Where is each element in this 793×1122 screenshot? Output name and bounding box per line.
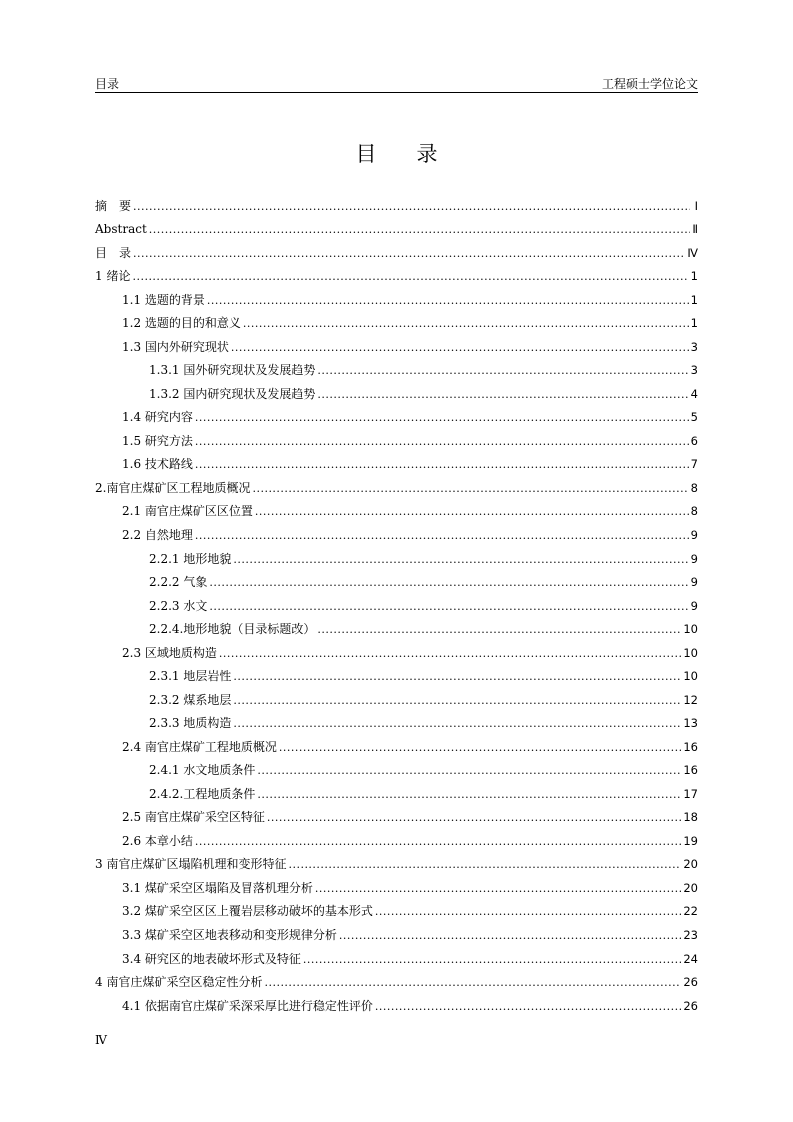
toc-entry-page: 10	[683, 645, 698, 660]
toc-entry-page: 10	[683, 622, 698, 637]
toc-entry-page: 18	[683, 810, 698, 825]
toc-entry-label: 2.4.2.工程地质条件	[149, 786, 256, 801]
toc-leader-dots	[255, 505, 689, 518]
toc-entry-page: Ⅳ	[687, 245, 698, 260]
toc-entry-page: 1	[690, 292, 698, 307]
toc-entry-label: 1.4 研究内容	[122, 410, 193, 425]
toc-entry-label: 3.4 研究区的地表破坏形式及特征	[122, 951, 301, 966]
toc-entry-page: 16	[683, 739, 698, 754]
toc-entry-page: 7	[690, 457, 698, 472]
toc-entry[interactable]	[95, 448, 698, 472]
toc-entry-label: 1.1 选题的背景	[122, 292, 205, 307]
running-header-left: 目录	[95, 77, 120, 91]
toc-leader-dots	[317, 388, 688, 401]
toc-entry[interactable]	[95, 283, 698, 307]
page-title-char-2: 录	[416, 142, 438, 166]
toc-entry-label: 2.6 本章小结	[122, 833, 193, 848]
toc-entry[interactable]	[95, 589, 698, 613]
toc-entry[interactable]	[95, 636, 698, 660]
toc-entry[interactable]	[95, 989, 698, 1013]
toc-entry-page: 1	[690, 316, 698, 331]
toc-entry-page: 22	[683, 904, 698, 919]
toc-leader-dots	[133, 200, 690, 213]
toc-entry[interactable]	[95, 730, 698, 754]
toc-entry-page: 5	[690, 410, 698, 425]
toc-entry-page: 17	[683, 786, 698, 801]
toc-leader-dots	[375, 1000, 681, 1013]
toc-leader-dots	[219, 647, 681, 660]
toc-leader-dots	[288, 858, 681, 871]
toc-entry[interactable]	[95, 330, 698, 354]
toc-leader-dots	[257, 788, 681, 801]
toc-leader-dots	[317, 364, 688, 377]
toc-entry[interactable]	[95, 495, 698, 519]
toc-entry-label: 2.2 自然地理	[122, 527, 193, 542]
toc-entry-page: 6	[690, 433, 698, 448]
toc-entry-page: 20	[683, 857, 698, 872]
toc-entry[interactable]	[95, 566, 698, 590]
toc-leader-dots	[195, 835, 681, 848]
toc-entry-page: 1	[690, 269, 698, 284]
toc-leader-dots	[233, 694, 681, 707]
toc-entry-label: 3 南官庄煤矿区塌陷机理和变形特征	[95, 857, 287, 872]
toc-entry-label: 1.2 选题的目的和意义	[122, 316, 241, 331]
toc-leader-dots	[195, 435, 689, 448]
toc-entry-page: 16	[683, 763, 698, 778]
toc-leader-dots	[231, 341, 689, 354]
toc-leader-dots	[195, 411, 689, 424]
toc-leader-dots	[267, 811, 681, 824]
running-header-right: 工程硕士学位论文	[601, 77, 698, 91]
toc-entry[interactable]	[95, 707, 698, 731]
toc-leader-dots	[233, 553, 688, 566]
toc-entry-label: 2.4 南官庄煤矿工程地质概况	[122, 739, 277, 754]
toc-entry[interactable]	[95, 424, 698, 448]
toc-entry[interactable]	[95, 613, 698, 637]
toc-entry[interactable]	[95, 683, 698, 707]
toc-entry[interactable]	[95, 542, 698, 566]
toc-entry-label: 1.3 国内外研究现状	[122, 339, 229, 354]
toc-entry-page: 26	[683, 975, 698, 990]
page-number: Ⅳ	[95, 1033, 107, 1047]
toc-leader-dots	[279, 741, 681, 754]
toc-leader-dots	[133, 247, 685, 260]
toc-entry-page: 9	[690, 575, 698, 590]
toc-entry-page: 26	[683, 998, 698, 1013]
toc-entry[interactable]	[95, 518, 698, 542]
toc-leader-dots	[233, 717, 681, 730]
toc-entry-label: 3.3 煤矿采空区地表移动和变形规律分析	[122, 928, 337, 942]
toc-entry[interactable]	[95, 918, 698, 942]
toc-entry[interactable]	[95, 848, 698, 872]
table-of-contents	[95, 189, 698, 1013]
toc-leader-dots	[264, 976, 681, 989]
toc-entry-page: Ⅱ	[692, 222, 698, 237]
toc-entry[interactable]	[95, 660, 698, 684]
toc-entry[interactable]	[95, 754, 698, 778]
header-rule	[95, 92, 698, 93]
toc-leader-dots	[252, 482, 688, 495]
toc-entry-label: 3.2 煤矿采空区区上覆岩层移动破坏的基本形式	[122, 904, 373, 919]
toc-leader-dots	[315, 882, 681, 895]
toc-entry-page: 8	[690, 480, 698, 495]
toc-entry-label: 2.5 南官庄煤矿采空区特征	[122, 810, 265, 825]
toc-leader-dots	[132, 270, 688, 283]
toc-entry[interactable]	[95, 801, 698, 825]
toc-entry-page: 8	[690, 504, 698, 519]
toc-entry-label: 4 南官庄煤矿采空区稳定性分析	[95, 975, 263, 990]
toc-leader-dots	[339, 929, 681, 942]
toc-entry[interactable]	[95, 307, 698, 331]
toc-entry-label: 2.4.1 水文地质条件	[149, 763, 256, 778]
toc-entry-page: 24	[683, 951, 698, 966]
toc-entry[interactable]	[95, 824, 698, 848]
toc-entry-page: 3	[690, 363, 698, 378]
toc-entry[interactable]	[95, 189, 698, 213]
toc-entry-label: 1 绪论	[95, 269, 131, 284]
toc-entry-page: 13	[683, 716, 698, 731]
toc-entry-page: I	[694, 198, 698, 213]
toc-leader-dots	[375, 905, 681, 918]
toc-entry[interactable]	[95, 260, 698, 284]
toc-entry-page: 3	[690, 339, 698, 354]
toc-entry[interactable]	[95, 966, 698, 990]
toc-entry[interactable]	[95, 236, 698, 260]
toc-entry-label: 1.5 研究方法	[122, 433, 193, 448]
toc-entry-label: 2.2.1 地形地貌	[149, 551, 232, 566]
toc-leader-dots	[233, 670, 681, 683]
toc-entry-label: 2.3 区域地质构造	[122, 645, 217, 660]
toc-entry-label: 1.6 技术路线	[122, 457, 193, 472]
toc-entry[interactable]	[95, 471, 698, 495]
toc-entry-label: 2.2.3 水文	[149, 598, 208, 613]
toc-leader-dots	[209, 600, 688, 613]
toc-entry-page: 4	[690, 386, 698, 401]
toc-entry-label: 1.3.2 国内研究现状及发展趋势	[149, 386, 316, 401]
toc-entry-label: 4.1 依据南官庄煤矿采深采厚比进行稳定性评价	[122, 998, 373, 1013]
toc-entry-label: 摘 要	[95, 198, 132, 213]
toc-entry-page: 19	[683, 833, 698, 848]
toc-leader-dots	[149, 223, 690, 236]
toc-entry[interactable]	[95, 213, 698, 237]
toc-entry[interactable]	[95, 401, 698, 425]
toc-entry[interactable]	[95, 871, 698, 895]
toc-leader-dots	[209, 576, 688, 589]
toc-entry[interactable]	[95, 354, 698, 378]
toc-entry[interactable]	[95, 895, 698, 919]
page-title-char-1: 目	[355, 142, 377, 166]
toc-entry-page: 12	[683, 692, 698, 707]
toc-leader-dots	[303, 953, 681, 966]
toc-entry-label: 2.南官庄煤矿区工程地质概况	[95, 480, 251, 495]
toc-leader-dots	[257, 764, 681, 777]
toc-entry-label: 1.3.1 国外研究现状及发展趋势	[149, 363, 316, 378]
toc-entry-label: 2.3.3 地质构造	[149, 716, 232, 731]
toc-entry[interactable]	[95, 377, 698, 401]
toc-entry-label: 2.2.2 气象	[149, 575, 208, 590]
toc-entry-label: 2.3.1 地层岩性	[149, 669, 232, 684]
toc-leader-dots	[195, 529, 689, 542]
toc-entry-page: 10	[683, 669, 698, 684]
toc-entry-label: 目 录	[95, 245, 132, 260]
toc-leader-dots	[207, 294, 689, 307]
toc-entry-label: 2.1 南官庄煤矿区区位置	[122, 504, 253, 519]
toc-entry-label: 3.1 煤矿采空区塌陷及冒落机理分析	[122, 880, 313, 895]
toc-entry-page: 23	[683, 928, 698, 942]
toc-entry-label: 2.2.4.地形地貌（目录标题改）	[149, 622, 316, 637]
toc-entry-page: 9	[690, 551, 698, 566]
toc-leader-dots	[195, 458, 689, 471]
page-title	[0, 138, 793, 168]
toc-entry-label: 2.3.2 煤系地层	[149, 692, 232, 707]
toc-entry-label: Abstract	[95, 222, 147, 237]
toc-entry-page: 20	[683, 880, 698, 895]
toc-entry-page: 9	[690, 598, 698, 613]
toc-entry-page: 9	[690, 527, 698, 542]
toc-entry[interactable]	[95, 942, 698, 966]
toc-entry[interactable]	[95, 777, 698, 801]
toc-leader-dots	[317, 623, 681, 636]
toc-leader-dots	[243, 317, 689, 330]
